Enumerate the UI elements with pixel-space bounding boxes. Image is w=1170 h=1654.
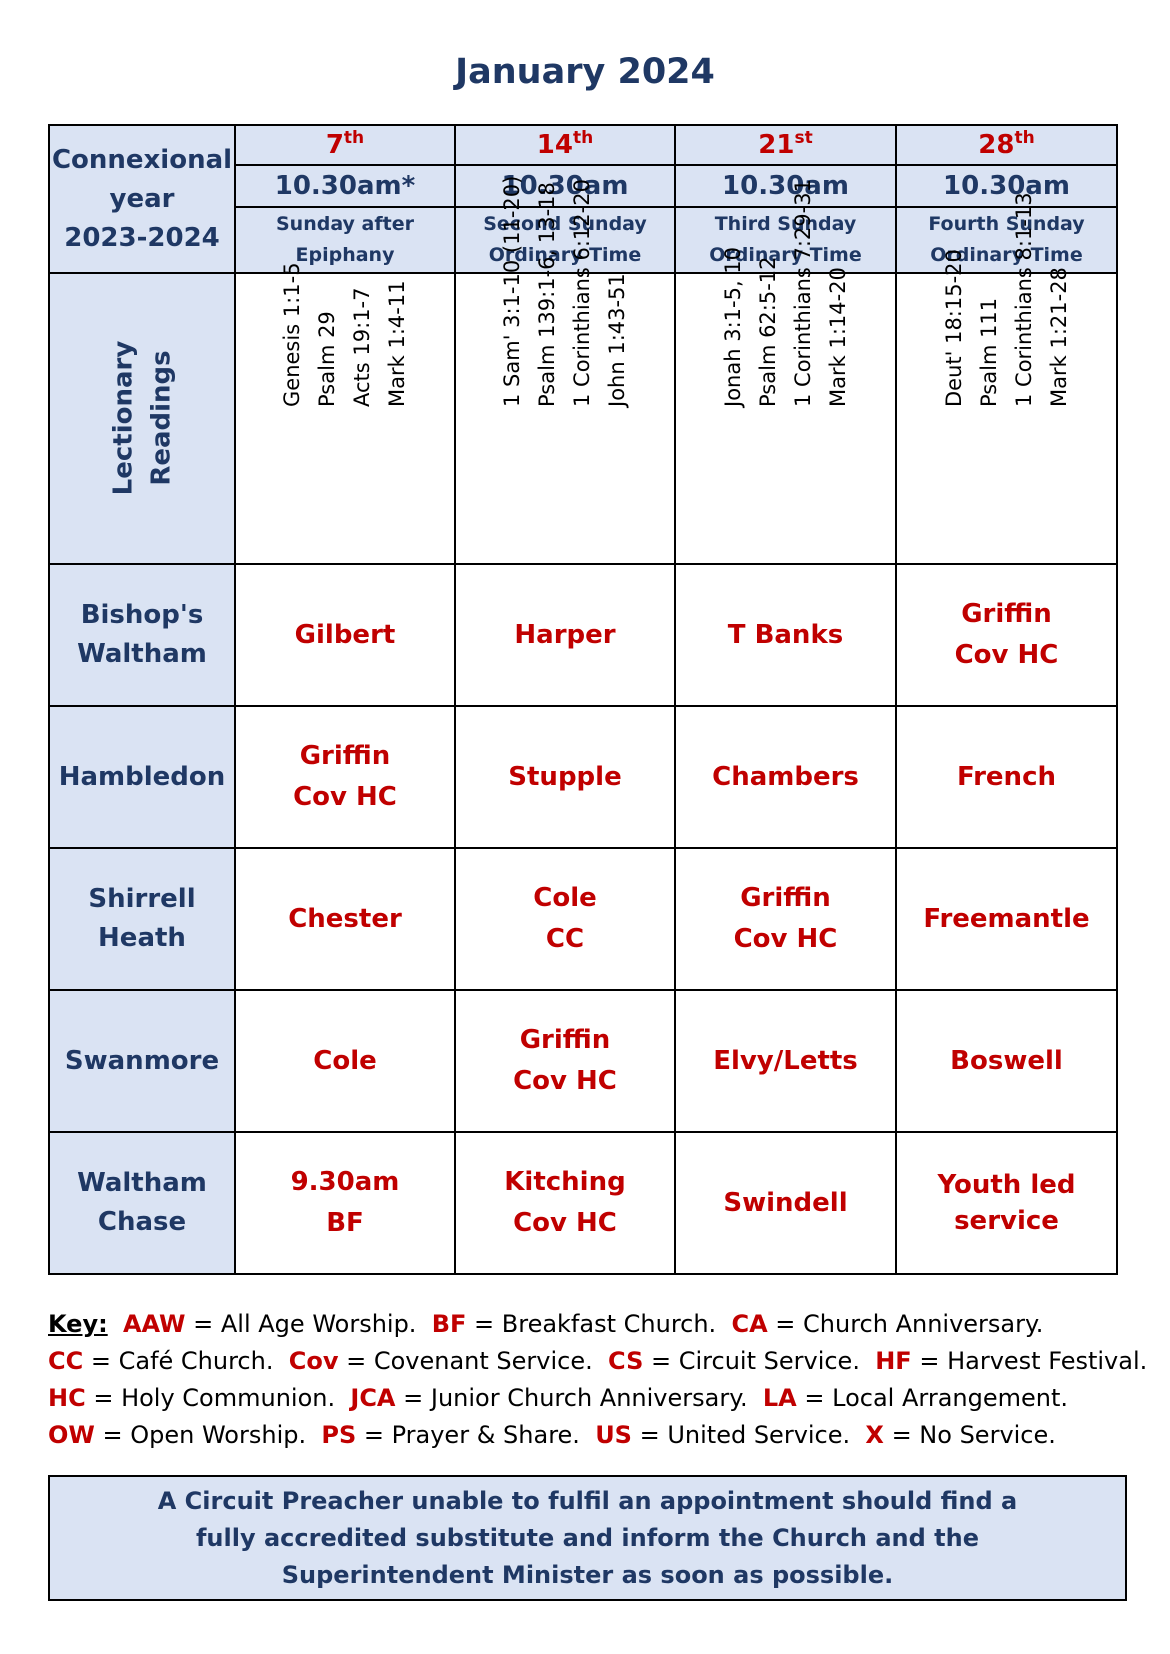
church-row-shirrell-heath: [49, 848, 1117, 990]
reading: Acts 19:1-7: [350, 287, 374, 407]
key-line: OW = Open Worship. PS = Prayer & Share. US = United Service. X = No Service.: [48, 1421, 1056, 1449]
church-name: Swanmore: [49, 990, 235, 1132]
preacher-cell: 9.30am BF: [235, 1132, 455, 1274]
sunday-name-28th: Fourth Sunday Ordinary Time: [896, 207, 1117, 273]
preacher-cell: Youth led service: [896, 1132, 1117, 1274]
time-7th: 10.30am*: [235, 165, 455, 207]
reading: Mark 1:14-20: [825, 267, 850, 407]
lectionary-label-cell: [49, 273, 235, 564]
notice-text: A Circuit Preacher unable to fulfil an appointment should find a fully accredited substitute and inform the Church and the Superintendent Minister as soon as possible.: [157, 1486, 1018, 1589]
preacher-cell: Boswell: [896, 990, 1117, 1132]
date-21st: 21st: [675, 125, 896, 165]
year-label-line-3: 2023-2024: [64, 222, 220, 253]
preacher-cell: Kitching Cov HC: [455, 1132, 675, 1274]
preacher-cell: Stupple: [455, 706, 675, 848]
reading: Jonah 3:1-5, 10: [720, 246, 745, 407]
preacher-cell: Griffin Cov HC: [896, 564, 1117, 706]
sunday-name-7th: Sunday after Epiphany: [235, 207, 455, 273]
reading: Psalm 62:5-12: [755, 256, 780, 407]
preacher-cell: Griffin Cov HC: [455, 990, 675, 1132]
church-name: Hambledon: [49, 706, 235, 848]
church-row-waltham-chase: [49, 1132, 1117, 1274]
key-line: CC = Café Church. Cov = Covenant Service. CS = Circuit Service. HF = Harvest Festival.: [48, 1347, 1148, 1375]
church-row-swanmore: [49, 990, 1117, 1132]
preacher-cell: Chambers: [675, 706, 896, 848]
page-title: January 2024: [455, 52, 715, 92]
reading: Psalm 111: [976, 297, 1001, 407]
date-14th: 14th: [455, 125, 675, 165]
year-label-line-1: Connexional: [51, 144, 233, 175]
sunday-name-21st: Third Sunday Ordinary Time: [675, 207, 896, 273]
connexional-year-cell: [49, 125, 235, 273]
preacher-cell: French: [896, 706, 1117, 848]
reading: John 1:43-51: [605, 273, 629, 407]
readings-7th: [235, 262, 455, 564]
time-21st: 10.30am: [675, 165, 896, 207]
year-label-line-2: year: [109, 183, 175, 214]
reading: Mark 1:21-28: [1046, 267, 1071, 407]
preacher-cell: Cole: [235, 990, 455, 1132]
preacher-cell: Gilbert: [235, 564, 455, 706]
reading: 1 Corinthians 6:12-20: [570, 179, 594, 407]
key-legend: [48, 1306, 1148, 1454]
church-name: Waltham Chase: [49, 1132, 235, 1274]
preacher-cell: Harper: [455, 564, 675, 706]
preacher-cell: Griffin Cov HC: [235, 706, 455, 848]
key-label: Key:: [48, 1310, 108, 1338]
reading: Deut' 18:15-20: [941, 249, 966, 407]
preaching-plan-table: [48, 124, 1118, 1275]
preacher-cell: Swindell: [675, 1132, 896, 1274]
lectionary-label: Lectionary Readings: [108, 340, 176, 496]
reading: Mark 1:4-11: [385, 280, 409, 407]
preacher-cell: T Banks: [675, 564, 896, 706]
reading: Psalm 29: [315, 311, 339, 407]
church-name: Bishop's Waltham: [49, 564, 235, 706]
preacher-cell: Cole CC: [455, 848, 675, 990]
reading: Genesis 1:1-5: [280, 262, 304, 407]
date-7th: 7th: [235, 125, 455, 165]
date-28th: 28th: [896, 125, 1117, 165]
preacher-notice-box: [48, 1475, 1127, 1601]
reading: Psalm 139:1-6, 13-18: [535, 182, 559, 407]
church-name: Shirrell Heath: [49, 848, 235, 990]
reading: 1 Corinthians 8:1-13: [1011, 192, 1036, 407]
church-row-hambledon: [49, 706, 1117, 848]
key-line: Key: AAW = All Age Worship. BF = Breakfast Church. CA = Church Anniversary.: [48, 1310, 1044, 1338]
preacher-cell: Griffin Cov HC: [675, 848, 896, 990]
sunday-name-14th: Second Sunday Ordinary Time: [455, 207, 675, 273]
reading: 1 Corinthians 7:29-31: [790, 179, 815, 407]
time-14th: 10.30am: [455, 165, 675, 207]
preacher-cell: Chester: [235, 848, 455, 990]
time-28th: 10.30am: [896, 165, 1117, 207]
key-line: HC = Holy Communion. JCA = Junior Church Anniversary. LA = Local Arrangement.: [48, 1384, 1069, 1412]
preacher-cell: Elvy/Letts: [675, 990, 896, 1132]
reading: 1 Sam' 3:1-10 (11-20): [500, 175, 524, 407]
church-row-bishops-waltham: [49, 564, 1117, 706]
preacher-cell: Freemantle: [896, 848, 1117, 990]
